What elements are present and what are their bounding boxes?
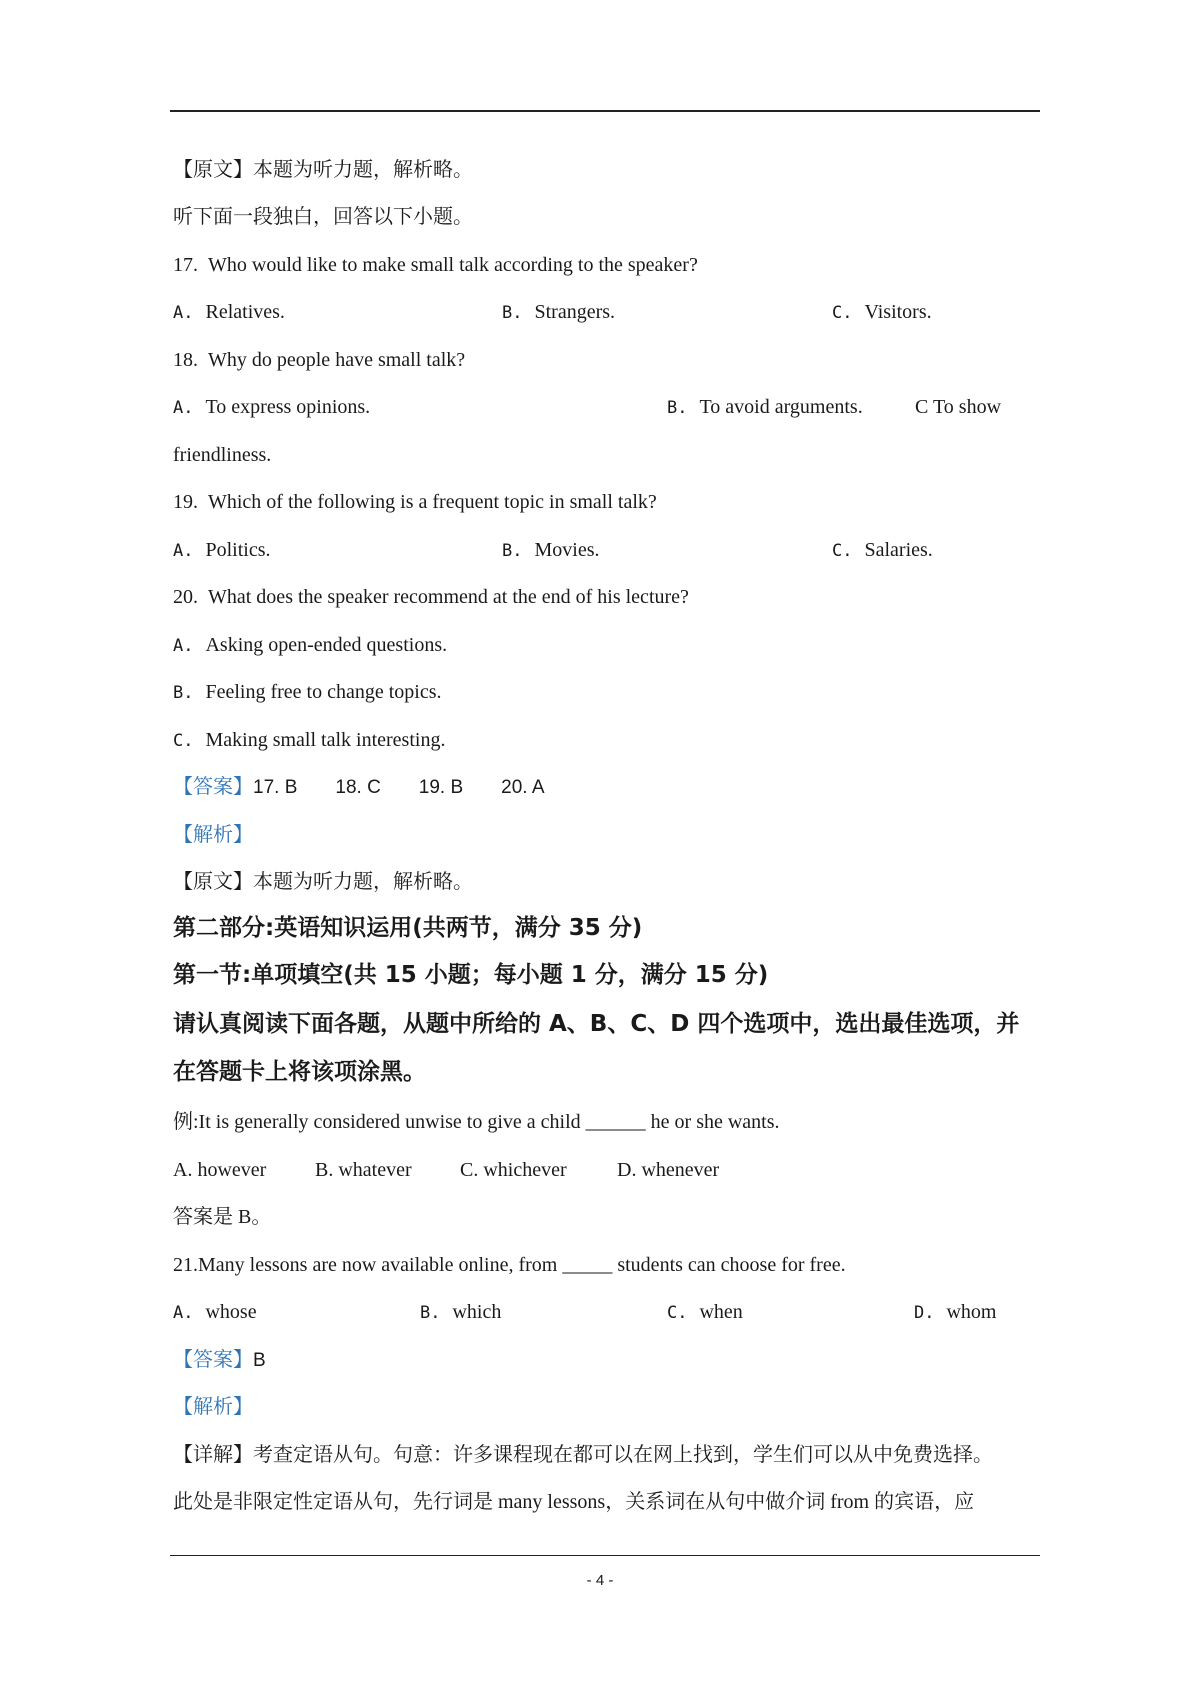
answer-19: 19. B <box>418 777 464 798</box>
section-intro: 听下面一段独白，回答以下小题。 <box>173 206 473 228</box>
answer-17: 17. B <box>253 777 298 798</box>
option-21-b: B. which <box>420 1301 502 1323</box>
option-21-a: A. whose <box>173 1301 257 1323</box>
example-option-d: D. whenever <box>617 1159 720 1181</box>
option-18-a: A. To express opinions. <box>173 396 371 418</box>
q21-answer: B <box>253 1350 266 1371</box>
example-question: 例:It is generally considered unwise to give a child ______ he or she wants. <box>173 1111 780 1133</box>
option-17-b: B. Strangers. <box>502 301 616 323</box>
option-18-b: B. To avoid arguments. <box>667 396 863 418</box>
option-19-b: B. Movies. <box>502 539 600 561</box>
option-19-a: A. Politics. <box>173 539 271 561</box>
option-18-c-continued: friendliness. <box>173 444 272 466</box>
question-17: 17. Who would like to make small talk according to the speaker? <box>173 254 698 276</box>
option-20-b: B. Feeling free to change topics. <box>173 681 442 703</box>
option-20-a: A. Asking open-ended questions. <box>173 634 448 656</box>
page-number: - 4 - <box>586 1572 614 1589</box>
answer-20: 20. A <box>501 777 545 798</box>
question-21: 21.Many lessons are now available online, from _____ students can choose for free. <box>173 1254 846 1276</box>
answer-label: 【答案】 <box>173 776 253 798</box>
option-17-c: C. Visitors. <box>832 301 932 323</box>
question-19: 19. Which of the following is a frequent topic in small talk? <box>173 491 657 513</box>
part2-title: 第二部分:英语知识运用(共两节，满分 35 分) <box>173 915 643 941</box>
q21-answer-line <box>173 1346 266 1375</box>
example-option-c: C. whichever <box>460 1159 567 1181</box>
example-answer: 答案是 B。 <box>173 1206 272 1228</box>
option-21-d: D. whom <box>914 1301 997 1323</box>
question-18: 18. Why do people have small talk? <box>173 349 466 371</box>
detail-line-2: 此处是非限定性定语从句，先行词是 many lessons，关系词在从句中做介词 from 的宾语，应 <box>173 1491 975 1513</box>
detail-line-1: 【详解】考查定语从句。句意：许多课程现在都可以在网上找到，学生们可以从中免费选择。 <box>173 1444 993 1466</box>
option-20-c: C. Making small talk interesting. <box>173 729 446 751</box>
example-option-a: A. however <box>173 1159 267 1181</box>
question-20: 20. What does the speaker recommend at the end of his lecture? <box>173 586 689 608</box>
answer-18: 18. C <box>335 777 381 798</box>
analysis-label: 【解析】 <box>173 824 253 846</box>
option-18-c: C To show <box>915 396 1002 418</box>
example-option-b: B. whatever <box>315 1159 412 1181</box>
option-21-c: C. when <box>667 1301 743 1323</box>
section1-title: 第一节:单项填空(共 15 小题；每小题 1 分，满分 15 分) <box>173 962 769 988</box>
option-19-c: C. Salaries. <box>832 539 933 561</box>
instruction-line-2: 在答题卡上将该项涂黑。 <box>173 1059 426 1085</box>
original-text-note: 【原文】本题为听力题，解析略。 <box>173 159 473 181</box>
header-rule <box>170 110 1040 112</box>
detail-label: 【详解】 <box>173 1444 253 1466</box>
original-text-note-2: 【原文】本题为听力题，解析略。 <box>173 871 473 893</box>
answer-label: 【答案】 <box>173 1349 253 1371</box>
footer-rule <box>170 1555 1040 1556</box>
analysis-label-2: 【解析】 <box>173 1396 253 1418</box>
instruction-line-1: 请认真阅读下面各题，从题中所给的 A、B、C、D 四个选项中，选出最佳选项，并 <box>173 1011 1020 1037</box>
answer-line <box>173 773 583 802</box>
option-17-a: A. Relatives. <box>173 301 285 323</box>
